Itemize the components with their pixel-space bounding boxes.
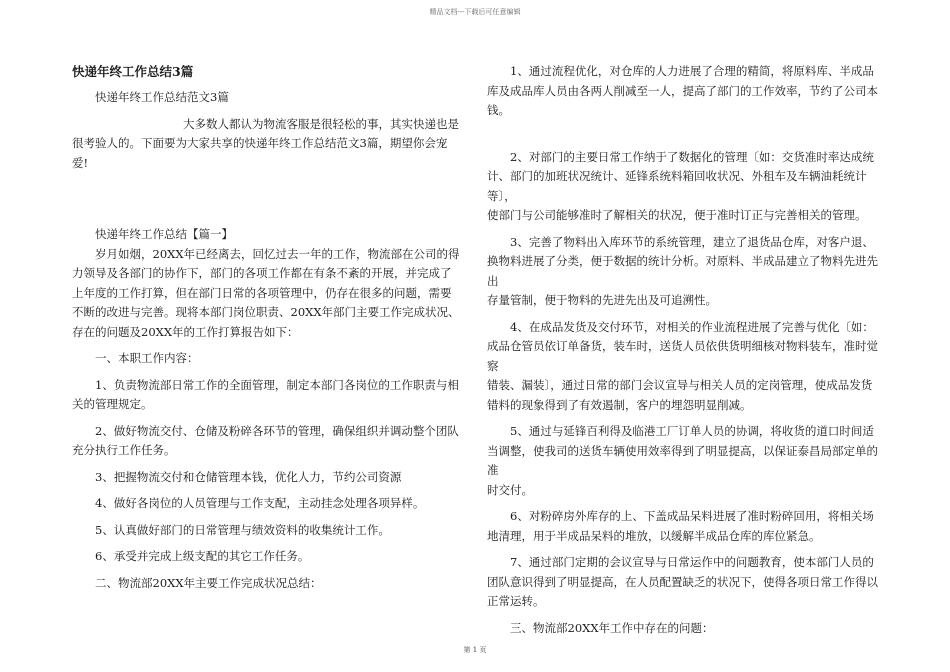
list-item-4: 4、做好各岗位的人员管理与工作支配，主动挂念处理各项异样。	[95, 496, 425, 510]
list-item-1: 1、负责物流部日常工作的全面管理，制定本部门各岗位的工作职责与相关的管理规定。	[72, 377, 459, 411]
intro-line-2: 很考验人的。下面要为大家共享的快递年终工作总结范文3篇，期望你会宠爱!	[72, 136, 448, 170]
heading-work-summary: 二、物流部20XX年主要工作完成状况总结：	[95, 575, 322, 590]
document-title: 快递年终工作总结3篇	[72, 64, 194, 79]
paragraph-opening: 岁月如烟，20XX年已经离去，回忆过去一年的工作，物流部在公司的得力领导及各部门的协作下，部门的各项工作都在有条不紊的开展，并完成了上年度的工作打算，但在部门日常的各项管理中，仍存在很多的问题，需要不断的改进与完善。现将本部门岗位职责、20XX年部门主要工作完成状况、存在的问题及20XX年的工作打算报告如下：	[72, 246, 460, 339]
summary-item-6: 6、对粉碎房外库存的上、下盖成品呆料进展了准时粉碎回用，将相关场地清理，用于半成品呆料的堆放，以缓解半成品仓库的库位紧急。	[487, 509, 874, 543]
summary-item-4: 4、在成品发货及交付环节，对相关的作业流程进展了完善与优化〔如：成品仓管员依订单备货，装车时，送货人员依供货明细核对物料装车，准时觉察	[487, 319, 878, 373]
summary-item-3-cont: 存量管制，便于物料的先进先出及可追溯性。	[487, 293, 717, 307]
summary-item-7: 7、通过部门定期的会议宣导与日常运作中的问题教育，使本部门人员的团队意识得到了明显提高，在人员配置缺乏的状况下，使得各项日常工作得以正常运转。	[487, 555, 878, 608]
list-item-6: 6、承受并完成上级支配的其它工作任务。	[95, 549, 310, 563]
list-item-5: 5、认真做好部门的日常管理与绩效资料的收集统计工作。	[95, 522, 390, 537]
section-title: 快递年终工作总结【篇一】	[95, 227, 233, 241]
list-item-2: 2、做好物流交付、仓储及粉碎各环节的管理，确保组织并调动整个团队充分执行工作任务。	[72, 423, 459, 457]
heading-job-content: 一、本职工作内容：	[95, 351, 199, 365]
summary-item-5: 5、通过与延锋百利得及临港工厂订单人员的协调，将收货的道口时间适当调整，使我司的送货车辆使用效率得到了明显提高，以保证泰昌局部定单的准	[487, 424, 878, 477]
summary-item-4-cont: 错装、漏装〕，通过日常的部门会议宣导与相关人员的定岗管理，使成品发货错料的现象得到了有效遏制，客户的埋怨明显削减。	[487, 378, 873, 412]
summary-item-1: 1、通过流程优化，对仓库的人力进展了合理的精简，将原料库、半成品库及成品库人员由各两人削减至一人，提高了部门的工作效率，节约了公司本钱。	[487, 64, 878, 117]
page-footer: 第 1 页	[463, 646, 487, 654]
right-column	[487, 62, 879, 638]
list-item-3: 3、把握物流交付和仓储管理本钱，优化人力，节约公司资源	[95, 469, 402, 484]
document-subtitle: 快递年终工作总结范文3篇	[95, 90, 229, 104]
heading-problems: 三、物流部20XX年工作中存在的问题：	[510, 620, 714, 635]
summary-item-5-cont: 时交付。	[487, 482, 533, 497]
left-column	[72, 62, 462, 593]
summary-item-3: 3、完善了物料出入库环节的系统管理，建立了退货品仓库，对客户退、换物料进展了分类，便于数据的统计分析。对原料、半成品建立了物料先进先出	[487, 234, 878, 288]
intro-line-1: 大多数人都认为物流客服是很轻松的事，其实快递也是	[183, 116, 459, 131]
summary-item-2: 2、对部门的主要日常工作纳于了数据化的管理〔如：交货准时率达成统计、部门的加班状况统计、延锋系统料箱回收状况、外租车及车辆油耗统计等〕，	[487, 149, 874, 203]
page-header: 精品文档---下载后可任意编辑	[429, 8, 521, 16]
summary-item-2-cont: 使部门与公司能够准时了解相关的状况，便于准时订正与完善相关的管理。	[487, 208, 867, 222]
